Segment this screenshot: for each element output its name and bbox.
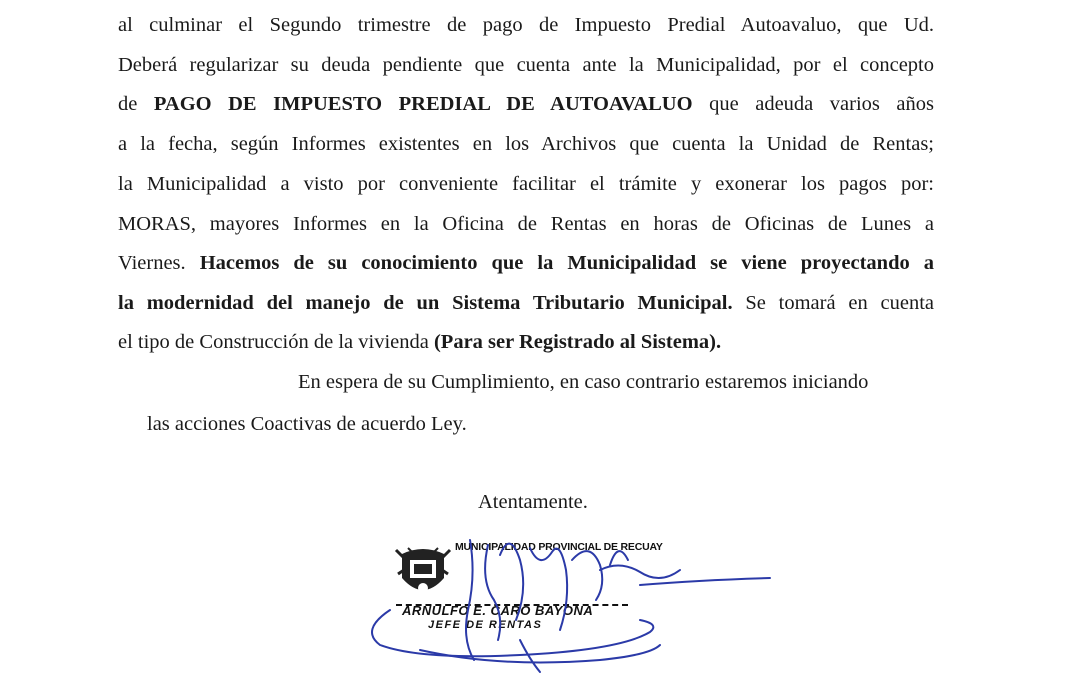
paragraph-2-line-1: En espera de su Cumplimiento, en caso contrario estaremos iniciando [298,371,869,393]
paragraph-line-1: al culminar el Segundo trimestre de pago de Impuesto Predial Autoavaluo, que Ud. [118,14,934,36]
bold-concept: PAGO DE IMPUESTO PREDIAL DE AUTOAVALUO [153,93,693,115]
stamp-name: ARNULFO E. CARO BAYONA [402,603,594,618]
text-span: el tipo de Construcción de la vivienda [118,331,429,353]
text-span: que adeuda varios años [709,93,934,115]
text-span: Viernes. [118,252,186,274]
bold-announcement: la modernidad del manejo de un Sistema Tributario Municipal. [118,292,733,314]
stamp-institution: MUNICIPALIDAD PROVINCIAL DE RECUAY [455,541,663,553]
paragraph-2-line-2: las acciones Coactivas de acuerdo Ley. [147,413,467,435]
paragraph-line-5: la Municipalidad a visto por conveniente facilitar el trámite y exonerar los pagos por: [118,173,934,195]
paragraph-line-4: a la fecha, según Informes existentes en los Archivos que cuenta la Unidad de Rentas; [118,133,934,155]
closing-text: Atentamente. [478,491,588,513]
text-span: Se tomará en cuenta [745,292,934,314]
paragraph-line-6: MORAS, mayores Informes en la Oficina de Rentas en horas de Oficinas de Lunes a [118,213,934,235]
bold-announcement: Hacemos de su conocimiento que la Municipalidad se viene proyectando a [199,252,935,274]
text-span: de [118,93,138,115]
bold-note: (Para ser Registrado al Sistema). [433,331,722,353]
stamp-title: JEFE DE RENTAS [428,619,543,631]
paragraph-line-2: Deberá regularizar su deuda pendiente que cuenta ante la Municipalidad, por el concepto [118,54,934,76]
